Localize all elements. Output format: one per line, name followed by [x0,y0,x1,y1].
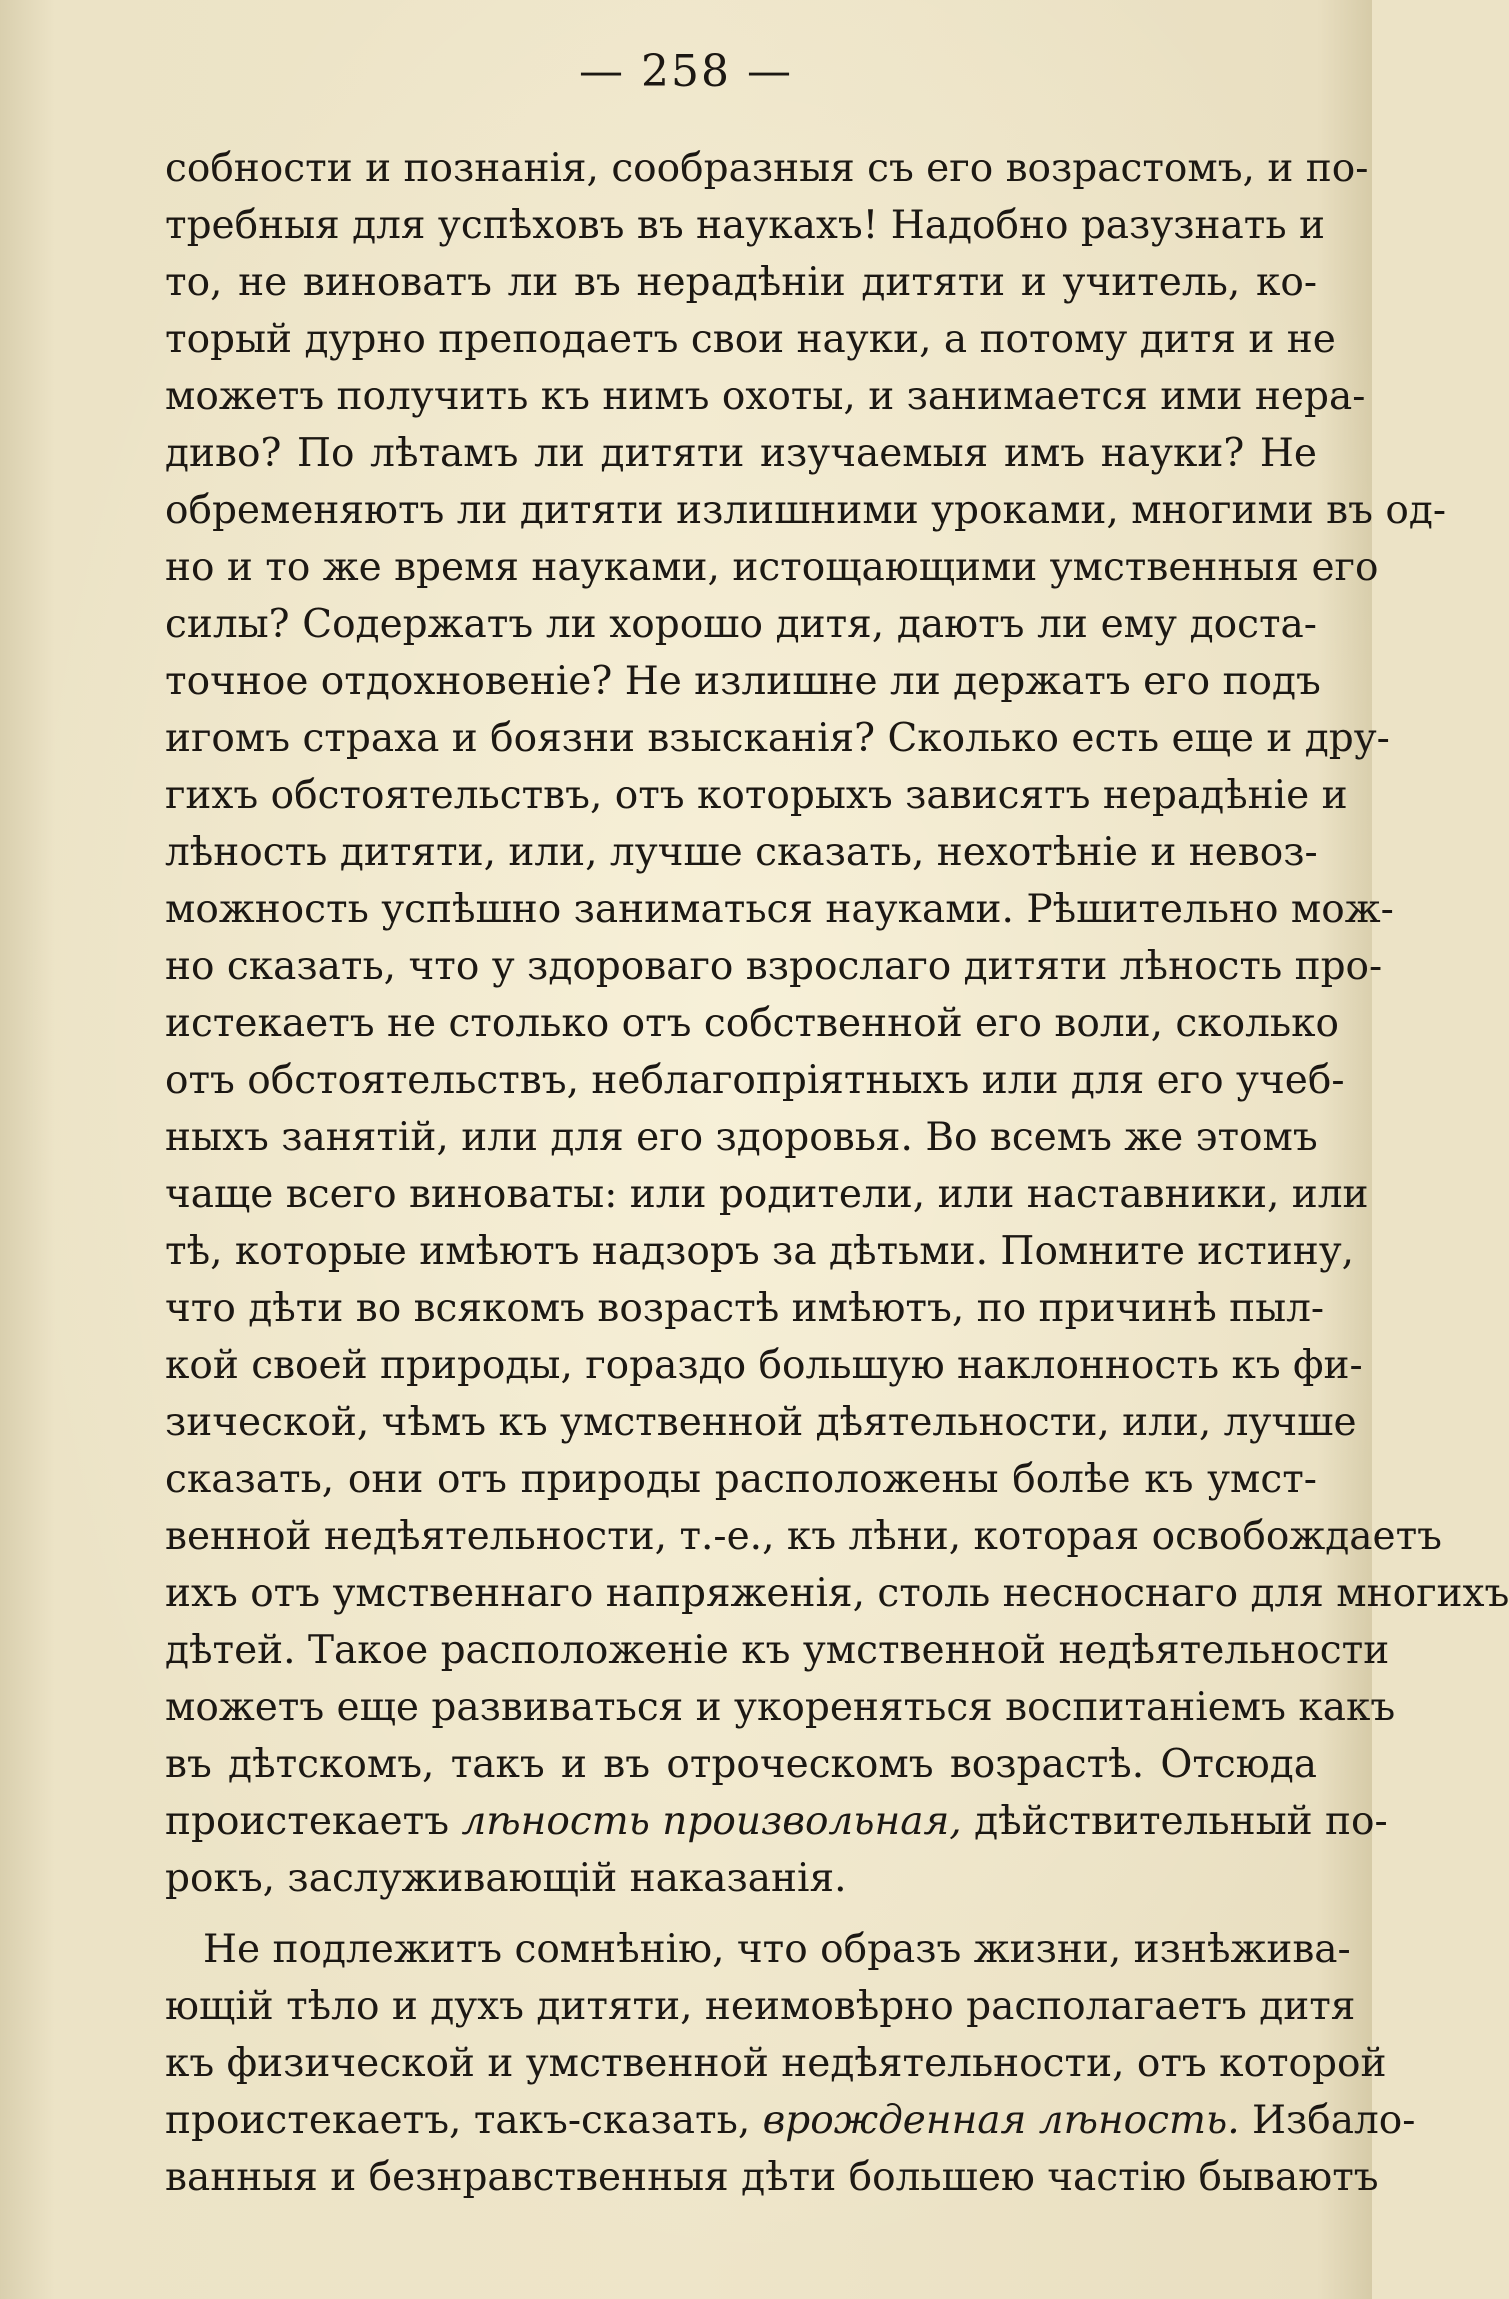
text-line: гихъ обстоятельствъ, отъ которыхъ зависятъ нерадѣніе и [165,773,1348,818]
text-line: то, не виноватъ ли въ нерадѣніи дитяти и учитель, ко- [165,260,1317,305]
page-number: — 258 — [579,46,793,97]
text-line: силы? Содержатъ ли хорошо дитя, даютъ ли ему доста- [165,602,1317,647]
text-line: торый дурно преподаетъ свои науки, а потому дитя и не [165,317,1336,362]
text-line: собности и познанія, сообразныя съ его возрастомъ, и по- [165,146,1369,191]
text-line: требныя для успѣховъ въ наукахъ! Надобно разузнать и [165,203,1325,248]
text-segment: проистекаетъ, такъ-сказать, [165,2098,763,2143]
text-line: сказать, они отъ природы расположены болѣе къ умст- [165,1457,1317,1502]
text-line: можетъ получить къ нимъ охоты, и занимается ими нера- [165,374,1366,419]
italic-emphasis: врожденная лѣность. [762,2098,1240,2143]
paragraph [165,140,1509,1907]
text-line: точное отдохновеніе? Не излишне ли держатъ его подъ [165,659,1321,704]
text-line: въ дѣтскомъ, такъ и въ отроческомъ возрастѣ. Отсюда [165,1742,1317,1787]
text-line: зической, чѣмъ къ умственной дѣятельности, или, лучше [165,1400,1357,1445]
paragraph-gap [165,1907,1317,1921]
text-line: Не подлежитъ сомнѣнію, что образъ жизни, изнѣжива- [203,1927,1351,1972]
text-line: ихъ отъ умственнаго напряженія, столь несноснаго для многихъ [165,1571,1509,1616]
text-line: дѣтей. Такое расположеніе къ умственной недѣятельности [165,1628,1390,1673]
text-line: ныхъ занятій, или для его здоровья. Во всемъ же этомъ [165,1115,1318,1160]
body-text [165,140,1509,2206]
text-line: но и то же время науками, истощающими умственныя его [165,545,1379,590]
italic-emphasis: лѣность произвольная, [461,1799,962,1844]
text-line: игомъ страха и боязни взысканія? Сколько есть еще и дру- [165,716,1390,761]
text-segment: Избало- [1239,2098,1416,2143]
text-line [165,2092,1416,2149]
text-line: что дѣти во всякомъ возрастѣ имѣютъ, по причинѣ пыл- [165,1286,1325,1331]
paragraph [165,1921,1416,2206]
text-line: рокъ, заслуживающій наказанія. [165,1856,847,1901]
text-line: диво? По лѣтамъ ли дитяти изучаемыя имъ науки? Не [165,431,1317,476]
text-line: ванныя и безнравственныя дѣти большею частію бываютъ [165,2155,1379,2200]
text-line: можность успѣшно заниматься науками. Рѣшительно мож- [165,887,1394,932]
text-line [165,1793,1388,1850]
text-line: истекаетъ не столько отъ собственной его воли, сколько [165,1001,1339,1046]
text-line: ющій тѣло и духъ дитяти, неимовѣрно располагаетъ дитя [165,1984,1356,2029]
text-line: тѣ, которые имѣютъ надзоръ за дѣтьми. Помните истину, [165,1229,1355,1274]
text-line: къ физической и умственной недѣятельности, отъ которой [165,2041,1387,2086]
text-line: лѣность дитяти, или, лучше сказать, нехотѣніе и невоз- [165,830,1318,875]
text-line: можетъ еще развиваться и укореняться воспитаніемъ какъ [165,1685,1396,1730]
text-segment: дѣйствительный по- [961,1799,1388,1844]
text-segment: проистекаетъ [165,1799,462,1844]
text-line: кой своей природы, гораздо большую наклонность къ фи- [165,1343,1363,1388]
text-line: обременяютъ ли дитяти излишними уроками, многими въ од- [165,488,1447,533]
text-line: венной недѣятельности, т.-е., къ лѣни, которая освобождаетъ [165,1514,1442,1559]
text-line: но сказать, что у здороваго взрослаго дитяти лѣность про- [165,944,1383,989]
text-line: отъ обстоятельствъ, неблагопріятныхъ или для его учеб- [165,1058,1345,1103]
text-line: чаще всего виноваты: или родители, или наставники, или [165,1172,1369,1217]
